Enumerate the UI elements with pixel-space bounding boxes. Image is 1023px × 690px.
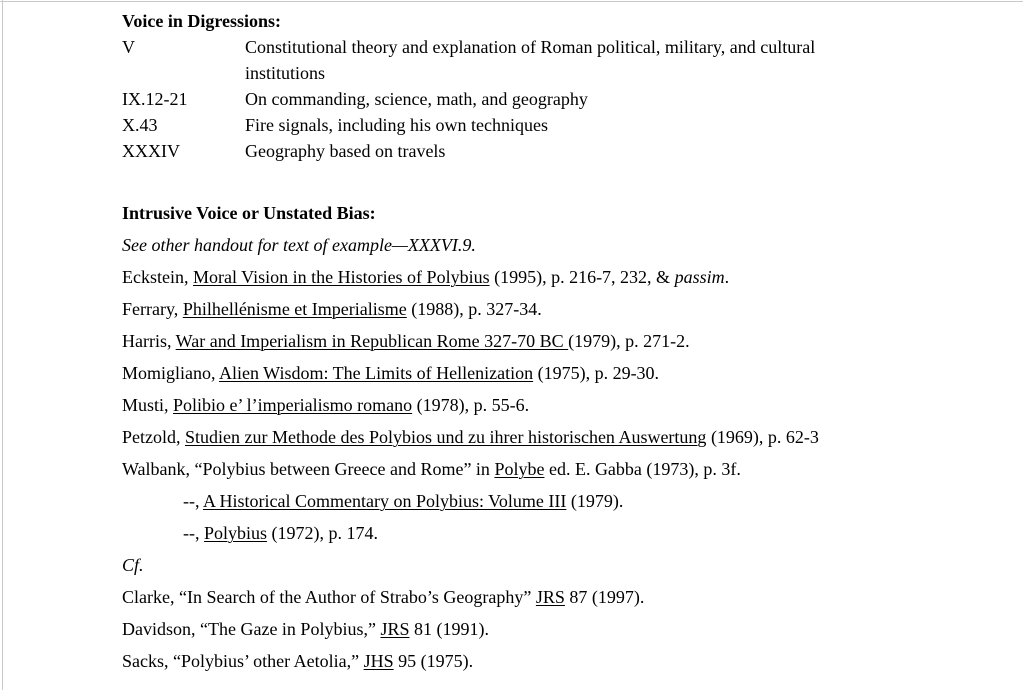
text-segment: Clarke, “In Search of the Author of Strabo’s Geography” — [122, 587, 536, 607]
text-segment: (1979), p. 271-2. — [568, 331, 690, 351]
text-segment: Davidson, “The Gaze in Polybius,” — [122, 619, 381, 639]
text-segment: 81 (1991). — [409, 619, 489, 639]
text-segment: (1995), p. 216-7, 232, & — [489, 267, 675, 287]
bibliography-entry — [122, 456, 932, 482]
digression-ref: V — [122, 37, 135, 57]
text-segment: (1978), p. 55-6. — [412, 395, 530, 415]
bibliography-entry — [122, 328, 932, 354]
bibliography-entry — [122, 552, 932, 578]
digression-list — [122, 34, 932, 164]
text-segment: Philhellénisme et Imperialisme — [182, 299, 407, 319]
text-segment: (1969), p. 62-3 — [706, 427, 819, 447]
text-segment: Alien Wisdom: The Limits of Hellenization — [219, 363, 534, 383]
text-segment: passim — [674, 267, 725, 287]
digression-desc: Fire signals, including his own techniques — [245, 115, 548, 135]
text-segment: Cf. — [122, 555, 144, 575]
text-segment: JRS — [535, 587, 565, 607]
bibliography-entry — [122, 616, 932, 642]
text-segment: (1988), p. 327-34. — [406, 299, 542, 319]
text-segment: Polibio e’ l’imperialismo romano — [173, 395, 413, 415]
digression-row — [122, 34, 932, 86]
text-segment: JRS — [380, 619, 410, 639]
text-segment: See other handout for text of example—XXXVI.9. — [122, 235, 476, 255]
bibliography-entry — [122, 232, 932, 258]
bibliography-entry — [122, 264, 932, 290]
text-segment: (1979). — [566, 491, 624, 511]
bias-heading: Intrusive Voice or Unstated Bias: — [122, 203, 376, 223]
text-segment: War and Imperialism in Republican Rome 327-70 BC — [175, 331, 569, 351]
bibliography-entry — [122, 584, 932, 610]
text-segment: (1972), p. 174. — [267, 523, 379, 543]
text-segment: Walbank, “Polybius between Greece and Rome” in — [122, 459, 495, 479]
digression-ref: XXXIV — [122, 141, 180, 161]
text-segment: Eckstein, — [122, 267, 193, 287]
digression-desc: On commanding, science, math, and geography — [245, 89, 588, 109]
text-segment: JHS — [363, 651, 394, 671]
bibliography-entry — [122, 424, 932, 450]
digression-desc: Constitutional theory and explanation of Roman political, military, and cultural institutions — [245, 37, 816, 83]
digression-row — [122, 138, 932, 164]
text-segment: A Historical Commentary on Polybius: Volume III — [203, 491, 567, 511]
digressions-heading: Voice in Digressions: — [122, 11, 282, 31]
text-segment: (1975), p. 29-30. — [533, 363, 660, 383]
text-segment: Sacks, “Polybius’ other Aetolia,” — [122, 651, 364, 671]
page-edge-left — [2, 0, 3, 690]
text-segment: --, — [183, 523, 204, 543]
text-segment: --, — [183, 491, 203, 511]
text-segment: Musti, — [122, 395, 174, 415]
text-segment: . — [724, 267, 730, 287]
digression-row — [122, 86, 932, 112]
bibliography-entry — [122, 296, 932, 322]
text-segment: Polybe — [494, 459, 545, 479]
digression-ref: IX.12-21 — [122, 89, 188, 109]
text-segment: 87 (1997). — [564, 587, 645, 607]
text-segment: Momigliano, — [122, 363, 220, 383]
text-segment: Polybius — [204, 523, 268, 543]
text-segment: Studien zur Methode des Polybios und zu ihrer historischen Auswertung — [185, 427, 707, 447]
text-segment: ed. E. Gabba (1973), p. 3f. — [544, 459, 741, 479]
text-segment: Moral Vision in the Histories of Polybius — [192, 267, 490, 287]
text-segment: Harris, — [122, 331, 176, 351]
digression-desc: Geography based on travels — [245, 141, 446, 161]
digression-ref: X.43 — [122, 115, 158, 135]
bibliography-entry — [122, 648, 932, 674]
digression-row — [122, 112, 932, 138]
bibliography-entry — [122, 360, 932, 386]
text-segment: 95 (1975). — [393, 651, 474, 671]
bibliography-entry — [122, 392, 932, 418]
bibliography-entry — [122, 520, 932, 546]
text-segment: Ferrary, — [122, 299, 183, 319]
bibliography-list — [122, 232, 932, 674]
text-segment: Petzold, — [122, 427, 185, 447]
bibliography-entry — [122, 488, 932, 514]
document-content — [122, 0, 932, 680]
